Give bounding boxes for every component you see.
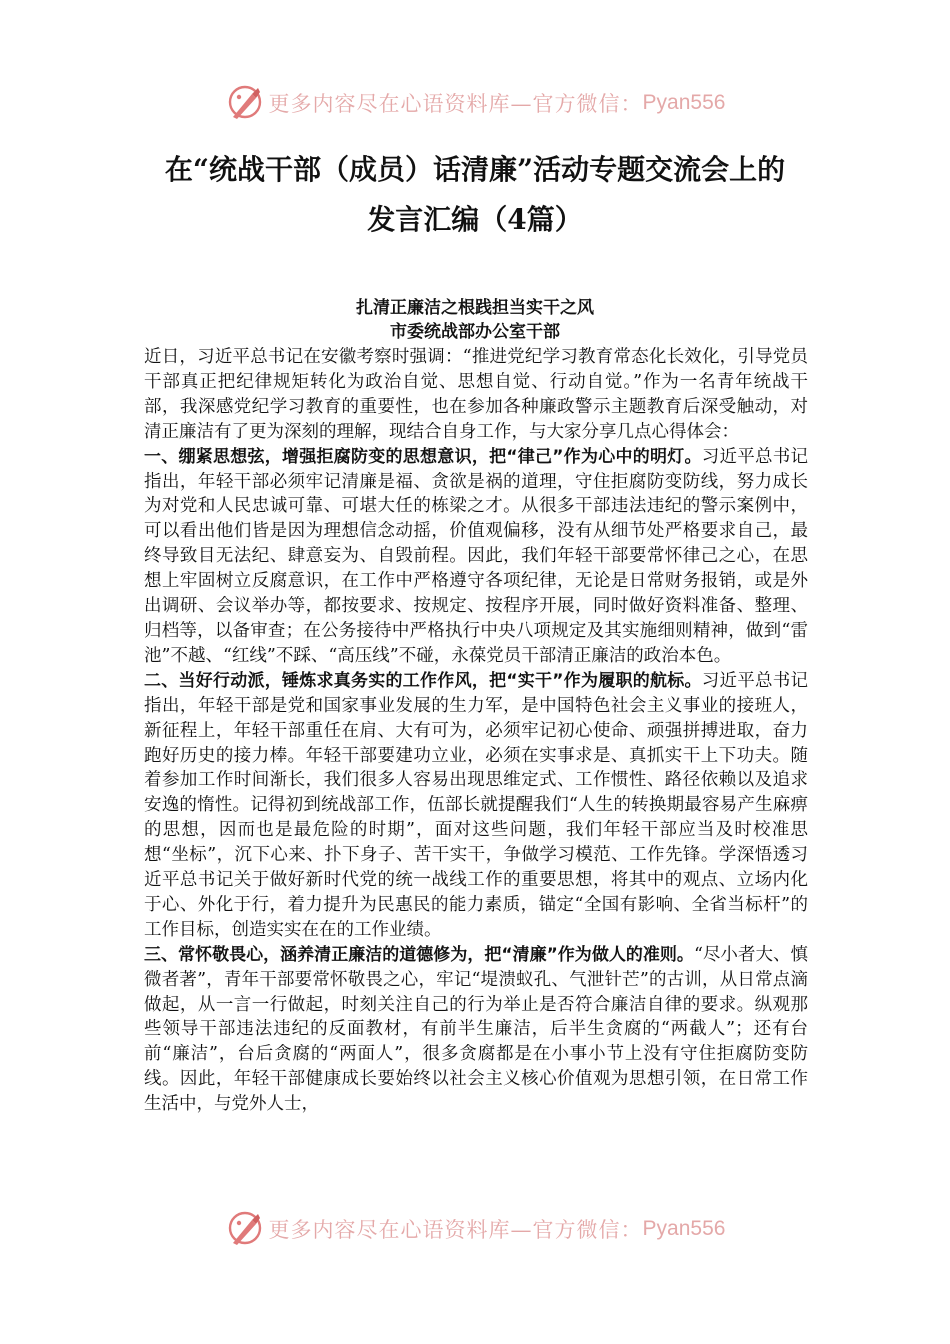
footer-watermark-banner <box>0 1206 950 1252</box>
section-text: 习近平总书记指出，年轻干部必须牢记清廉是福、贪欲是祸的道理，守住拒腐防变防线，努力成长为对党和人民忠诚可靠、可堪大任的栋梁之才。从很多干部违法违纪的警示案例中，可以看出他们皆是因为理想信念动摇，价值观偏移，没有从细节处严格要求自己，最终导致目无法纪、肆意妄为、自毁前程。因此，我们年轻干部要常怀律己之心，在思想上牢固树立反腐意识，在工作中严格遵守各项纪律，无论是日常财务报销，或是外出调研、会议举办等，都按要求、按规定、按程序开展，同时做好资料准备、整理、归档等，以备审查；在公务接待中严格执行中央八项规定及其实施细则精神，做到“雷池”不越、“红线”不踩、“高压线”不碰，永葆党员干部清正廉洁的政治本色。 <box>144 446 808 666</box>
section-paragraph <box>144 669 808 943</box>
article-author: 市委统战部办公室干部 <box>390 322 560 342</box>
banner-text: 更多内容尽在心语资料库—官方微信： <box>268 1218 643 1242</box>
section-heading: 二、当好行动派，锤炼求真务实的工作作风，把“实干”作为履职的航标。 <box>144 670 702 691</box>
document-title-line-2: 发言汇编（4篇） <box>367 203 583 236</box>
section-heading: 三、常怀敬畏心，涵养清正廉洁的道德修为，把“清廉”作为做人的准则。 <box>144 944 694 965</box>
banner-contact: Pyan556 <box>642 1217 726 1240</box>
pen-nib-logo-icon <box>225 83 265 123</box>
header-watermark-banner <box>0 80 950 126</box>
section-text: 习近平总书记指出，年轻干部是党和国家事业发展的生力军，是中国特色社会主义事业的接班人，新征程上，年轻干部重任在肩、大有可为，必须牢记初心使命、顽强拼搏进取，奋力跑好历史的接力棒。年轻干部要建功立业，必须在实事求是、真抓实干上下功夫。随着参加工作时间渐长，我们很多人容易出现思维定式、工作惯性、路径依赖以及追求安逸的惰性。记得初到统战部工作，伍部长就提醒我们“人生的转换期最容易产生麻痹的思想，因而也是最危险的时期”，面对这些问题，我们年轻干部应当及时校准思想“坐标”，沉下心来、扑下身子、苦干实干，争做学习模范、工作先锋。学深悟透习近平总书记关于做好新时代党的统一战线工作的重要思想，将其中的观点、立场内化于心、外化于行，着力提升为民惠民的能力素质，锚定“全国有影响、全省当标杆”的工作目标，创造实实在在的工作业绩。 <box>144 670 808 940</box>
section-heading: 一、绷紧思想弦，增强拒腐防变的思想意识，把“律己”作为心中的明灯。 <box>144 446 702 467</box>
section-paragraph <box>144 943 808 1117</box>
banner-contact: Pyan556 <box>642 91 726 114</box>
article-body <box>144 345 808 1117</box>
pen-nib-logo-icon <box>225 1209 265 1249</box>
article-title: 扎清正廉洁之根践担当实干之风 <box>356 298 594 318</box>
document-title-line-1: 在“统战干部（成员）话清廉”活动专题交流会上的 <box>164 153 786 186</box>
section-text: “尽小者大、慎微者著”，青年干部要常怀敬畏之心，牢记“堤溃蚁孔、气泄针芒”的古训，从日常点滴做起，从一言一行做起，时刻关注自己的行为举止是否符合廉洁自律的要求。纵观那些领导干部违法违纪的反面教材，有前半生廉洁，后半生贪腐的“两截人”；还有台前“廉洁”，台后贪腐的“两面人”，很多贪腐都是在小事小节上没有守住拒腐防变防线。因此，年轻干部健康成长要始终以社会主义核心价值观为思想引领，在日常工作生活中，与党外人士， <box>144 944 808 1115</box>
banner-text: 更多内容尽在心语资料库—官方微信： <box>268 92 643 116</box>
section-paragraph <box>144 445 808 669</box>
intro-paragraph: 近日，习近平总书记在安徽考察时强调：“推进党纪学习教育常态化长效化，引导党员干部真正把纪律规矩转化为政治自觉、思想自觉、行动自觉。”作为一名青年统战干部，我深感党纪学习教育的重要性，也在参加各种廉政警示主题教育后深受触动，对清正廉洁有了更为深刻的理解，现结合自身工作，与大家分享几点心得体会： <box>144 347 808 442</box>
